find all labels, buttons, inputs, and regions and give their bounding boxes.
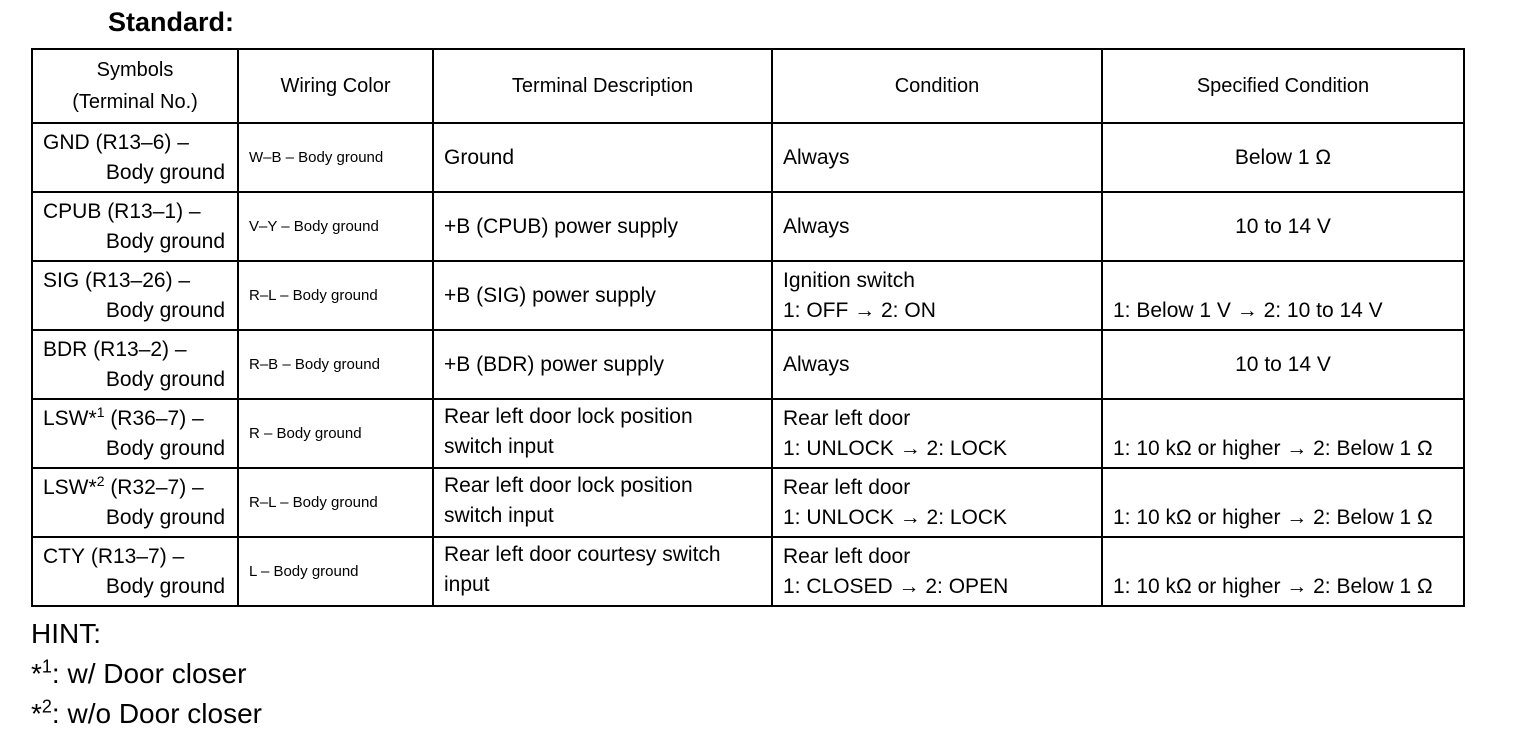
symbol-name: LSW* bbox=[43, 475, 97, 499]
symbol-line2: Body ground bbox=[105, 436, 225, 460]
condition-cell bbox=[772, 399, 1102, 468]
header-symbols bbox=[32, 49, 238, 123]
terminal-description-cell bbox=[433, 123, 772, 192]
description-line1: Ground bbox=[444, 145, 515, 169]
description-line2: switch input bbox=[444, 435, 554, 458]
wiring-color-cell: R–L – Body ground bbox=[238, 468, 433, 537]
table-row bbox=[32, 468, 1464, 537]
symbol-cell bbox=[32, 537, 238, 606]
symbol-terminal: (R13–1) – bbox=[101, 199, 201, 223]
hint-title: HINT: bbox=[31, 618, 101, 649]
description-line1: Rear left door lock position bbox=[444, 474, 693, 497]
symbol-line1 bbox=[43, 473, 225, 503]
symbol-terminal: (R13–7) – bbox=[85, 544, 185, 568]
hint-note bbox=[31, 694, 262, 734]
condition-line1: Ignition switch bbox=[783, 268, 915, 292]
symbol-footnote-mark: 1 bbox=[96, 403, 105, 420]
condition-line2: 1: CLOSED → 2: OPEN bbox=[783, 574, 1009, 598]
specified-condition-cell: 10 to 14 V bbox=[1102, 192, 1464, 261]
symbol-line2: Body ground bbox=[105, 229, 225, 253]
description-line1: +B (SIG) power supply bbox=[444, 283, 656, 307]
hint-note bbox=[31, 654, 262, 694]
condition-line1: Rear left door bbox=[783, 475, 911, 499]
symbol-name: BDR bbox=[43, 337, 88, 361]
table-row bbox=[32, 330, 1464, 399]
terminal-description-cell bbox=[433, 399, 772, 468]
table-header-row bbox=[32, 49, 1464, 123]
description-line2: input bbox=[444, 573, 490, 596]
hint-note-text: : w/o Door closer bbox=[51, 698, 262, 729]
symbol-terminal: (R13–6) – bbox=[89, 130, 189, 154]
condition-line2: 1: UNLOCK → 2: LOCK bbox=[783, 436, 1008, 460]
header-condition: Condition bbox=[772, 49, 1102, 123]
header-specified-condition: Specified Condition bbox=[1102, 49, 1464, 123]
symbol-cell bbox=[32, 330, 238, 399]
specified-condition-cell: 1: 10 kΩ or higher → 2: Below 1 Ω bbox=[1102, 537, 1464, 606]
condition-line1: Rear left door bbox=[783, 544, 911, 568]
symbol-name: GND bbox=[43, 130, 90, 154]
header-symbols-line1: Symbols bbox=[96, 59, 174, 81]
specified-condition-cell: 1: Below 1 V → 2: 10 to 14 V bbox=[1102, 261, 1464, 330]
condition-cell bbox=[772, 123, 1102, 192]
description-line1: +B (CPUB) power supply bbox=[444, 214, 679, 238]
specified-condition-cell: Below 1 Ω bbox=[1102, 123, 1464, 192]
condition-cell bbox=[772, 468, 1102, 537]
symbol-line2: Body ground bbox=[105, 298, 225, 322]
wiring-color-cell: R–L – Body ground bbox=[238, 261, 433, 330]
wiring-color-cell: V–Y – Body ground bbox=[238, 192, 433, 261]
condition-line1: Always bbox=[783, 352, 850, 376]
description-line1: +B (BDR) power supply bbox=[444, 352, 664, 376]
table-row bbox=[32, 537, 1464, 606]
hint-note-text: : w/ Door closer bbox=[51, 658, 247, 689]
symbol-cell bbox=[32, 261, 238, 330]
symbol-line1 bbox=[43, 266, 225, 296]
wiring-color-cell: R–B – Body ground bbox=[238, 330, 433, 399]
symbol-name: CTY bbox=[43, 544, 85, 568]
symbol-name: SIG bbox=[43, 268, 80, 292]
header-wiring-color: Wiring Color bbox=[238, 49, 433, 123]
hint-note-mark: * bbox=[31, 658, 42, 689]
description-line1: Rear left door lock position bbox=[444, 405, 693, 428]
table-row bbox=[32, 399, 1464, 468]
header-terminal-description: Terminal Description bbox=[433, 49, 772, 123]
hint-note-number: 2 bbox=[41, 696, 52, 717]
condition-line1: Rear left door bbox=[783, 406, 911, 430]
symbol-cell bbox=[32, 468, 238, 537]
condition-cell bbox=[772, 261, 1102, 330]
terminal-description-cell bbox=[433, 261, 772, 330]
condition-line2: 1: UNLOCK → 2: LOCK bbox=[783, 505, 1008, 529]
symbol-line1 bbox=[43, 197, 225, 227]
specified-condition-cell: 1: 10 kΩ or higher → 2: Below 1 Ω bbox=[1102, 399, 1464, 468]
symbol-name: LSW* bbox=[43, 406, 97, 430]
table-row bbox=[32, 261, 1464, 330]
symbol-cell bbox=[32, 123, 238, 192]
table-row bbox=[32, 192, 1464, 261]
symbol-footnote-mark: 2 bbox=[96, 472, 105, 489]
header-symbols-line2: (Terminal No.) bbox=[72, 91, 198, 113]
symbol-cell bbox=[32, 399, 238, 468]
condition-cell bbox=[772, 330, 1102, 399]
condition-cell bbox=[772, 537, 1102, 606]
condition-line1: Always bbox=[783, 214, 850, 238]
symbol-terminal: (R36–7) – bbox=[104, 406, 204, 430]
hint-section bbox=[31, 614, 262, 734]
terminal-description-cell bbox=[433, 192, 772, 261]
symbol-line1 bbox=[43, 542, 225, 572]
terminal-description-cell bbox=[433, 537, 772, 606]
terminal-spec-table bbox=[31, 48, 1465, 607]
hint-note-mark: * bbox=[31, 698, 42, 729]
terminal-description-cell bbox=[433, 468, 772, 537]
symbol-line1 bbox=[43, 128, 225, 158]
specified-condition-cell: 10 to 14 V bbox=[1102, 330, 1464, 399]
terminal-description-cell bbox=[433, 330, 772, 399]
wiring-color-cell: W–B – Body ground bbox=[238, 123, 433, 192]
symbol-terminal: (R13–2) – bbox=[87, 337, 187, 361]
condition-cell bbox=[772, 192, 1102, 261]
symbol-line2: Body ground bbox=[105, 160, 225, 184]
wiring-color-cell: R – Body ground bbox=[238, 399, 433, 468]
hint-note-number: 1 bbox=[41, 656, 52, 677]
wiring-color-cell: L – Body ground bbox=[238, 537, 433, 606]
symbol-terminal: (R13–26) – bbox=[79, 268, 191, 292]
symbol-terminal: (R32–7) – bbox=[104, 475, 204, 499]
symbol-line1 bbox=[43, 335, 225, 365]
condition-line1: Always bbox=[783, 145, 850, 169]
table-body bbox=[32, 123, 1464, 606]
symbol-line2: Body ground bbox=[105, 505, 225, 529]
symbol-name: CPUB bbox=[43, 199, 102, 223]
table-row bbox=[32, 123, 1464, 192]
symbol-line1 bbox=[43, 404, 225, 434]
description-line2: switch input bbox=[444, 504, 554, 527]
specified-condition-cell: 1: 10 kΩ or higher → 2: Below 1 Ω bbox=[1102, 468, 1464, 537]
symbol-line2: Body ground bbox=[105, 367, 225, 391]
symbol-cell bbox=[32, 192, 238, 261]
condition-line2: 1: OFF → 2: ON bbox=[783, 298, 936, 322]
page-title: Standard: bbox=[108, 7, 235, 37]
symbol-line2: Body ground bbox=[105, 574, 225, 598]
description-line1: Rear left door courtesy switch bbox=[444, 543, 721, 566]
